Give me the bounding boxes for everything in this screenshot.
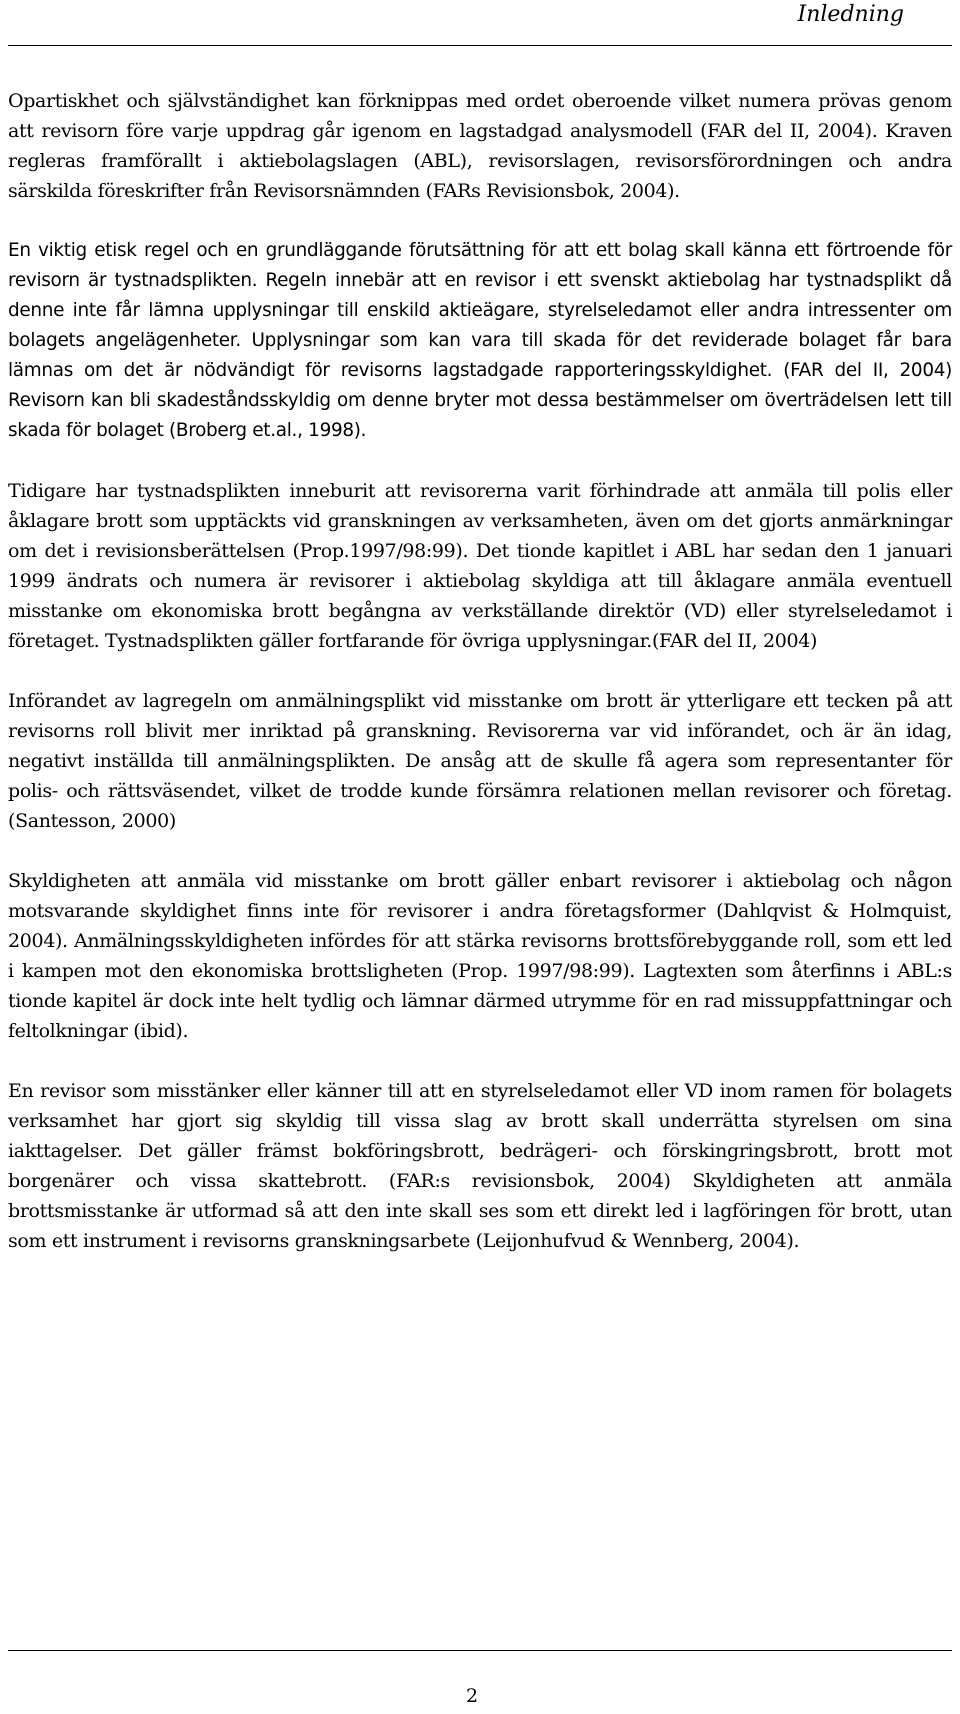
chapter-title: Inledning [797, 2, 904, 27]
paragraph-introduction-of-rule: Införandet av lagregeln om anmälningsplikt vid misstanke om brott är ytterligare ett tecken på att revisorns roll blivit mer inriktad på granskning. Revisorerna var vid införandet, och är än idag, negativt inställda till anmälningsplikten. De ansåg att de skulle få agera som representanter för polis- och rättsväsendet, vilket de trodde kunde försämra relationen mellan revisorer och företag. (Santesson, 2000) [8, 690, 952, 832]
page-number: 2 [466, 1685, 479, 1707]
paragraph-board-notification: En revisor som misstänker eller känner till att en styrelseledamot eller VD inom ramen för bolagets verksamhet har gjort sig skyldig till vissa slag av brott skall underrätta styrelsen om sina iakttagelser. Det gäller främst bokföringsbrott, bedrägeri- och förskingringsbrott, brott mot borgenärer och vissa skattebrott. (FAR:s revisionsbok, 2004) Skyldigheten att anmäla brottsmisstanke är utformad så att den inte skall ses som ett direkt led i lagföringen för brott, utan som ett instrument i revisorns granskningsarbete (Leijonhufvud & Wennberg, 2004). [8, 1080, 952, 1252]
header-divider [8, 45, 952, 46]
paragraph-obligation-scope: Skyldigheten att anmäla vid misstanke om brott gäller enbart revisorer i aktiebolag och någon motsvarande skyldighet finns inte för revisorer i andra företagsformer (Dahlqvist & Holmquist, 2004). Anmälningsskyldigheten infördes för att stärka revisorns brottsförebyggande roll, som ett led i kampen mot den ekonomiska brottsligheten (Prop. 1997/98:99). Lagtexten som återfinns i ABL:s tionde kapitel är dock inte helt tydlig och lämnar därmed utrymme för en rad missuppfattningar och feltolkningar (ibid). [8, 870, 952, 1042]
paragraph-confidentiality: En viktig etisk regel och en grundläggande förutsättning för att ett bolag skall känna ett förtroende för revisorn är tystnadsplikten. Regeln innebär att en revisor i ett svenskt aktiebolag har tystnadsplikt då denne inte får lämna upplysningar till enskild aktieägare, styrelseledamot eller andra intressenter om bolagets angelägenheter. Upplysningar som kan vara till skada för det reviderade bolaget får bara lämnas om det är nödvändigt för revisorns lagstadgade rapporteringsskyldighet. (FAR del II, 2004) Revisorn kan bli skadeståndsskyldig om denne bryter mot dessa bestämmelser om överträdelsen lett till skada för bolaget (Broberg et.al., 1998). [8, 240, 952, 441]
body-text [8, 86, 952, 1286]
paragraph-independence: Opartiskhet och självständighet kan förknippas med ordet oberoende vilket numera prövas genom att revisorn före varje uppdrag går igenom en lagstadgad analysmodell (FAR del II, 2004). Kraven regleras framförallt i aktiebolagslagen (ABL), revisorslagen, revisorsförordningen och andra särskilda föreskrifter från Revisorsnämnden (FARs Revisionsbok, 2004). [8, 90, 952, 202]
footer-divider [8, 1650, 952, 1651]
paragraph-reporting-history: Tidigare har tystnadsplikten inneburit att revisorerna varit förhindrade att anmäla till polis eller åklagare brott som upptäckts vid granskningen av verksamheten, även om det gjorts anmärkningar om det i revisionsberättelsen (Prop.1997/98:99). Det tionde kapitlet i ABL har sedan den 1 januari 1999 ändrats och numera är revisorer i aktiebolag skyldiga att till åklagare anmäla eventuell misstanke om ekonomiska brott begångna av verkställande direktör (VD) eller styrelseledamot i företaget. Tystnadsplikten gäller fortfarande för övriga upplysningar.(FAR del II, 2004) [8, 480, 952, 652]
page-header [0, 0, 960, 46]
